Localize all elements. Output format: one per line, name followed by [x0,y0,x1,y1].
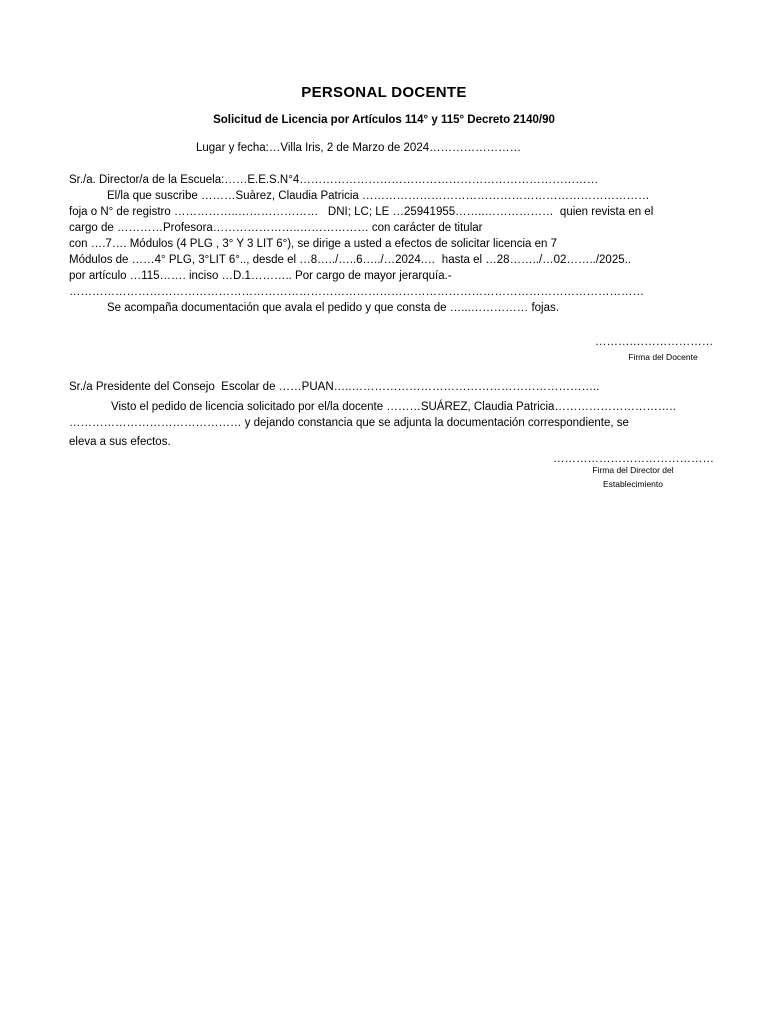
elevation-line-review: Visto el pedido de licencia solicitado por el/la docente ………SUÁREZ, Claudia Patricia………………………….. [111,401,676,413]
elevation-line-attachment: ……………………………………… y dejando constancia que se adjunta la documentación correspondiente, se [69,417,629,429]
director-signature-line: …………………………………… [553,453,714,465]
elevation-line-closing: eleva a sus efectos. [69,436,171,448]
docente-signature-label: Firma del Docente [628,352,698,362]
request-line-dates: Módulos de ……4° PLG, 3°LIT 6°.., desde el …8…../…..6…../…2024.… hasta el …28……../…02……../2025.. [69,254,632,266]
director-signature-label-1: Firma del Director del [592,465,674,475]
director-signature-label-2: Establecimiento [602,479,663,489]
request-line-blank: …………………………………………………………………………………………………………………………………… [69,286,644,298]
request-line-registry: foja o N° de registro ……………..………………… DNI; LC; LE …25941955……..……………… quien revista en el [69,206,654,218]
elevation-line-council: Sr./a Presidente del Consejo Escolar de ……PUAN…..……………………………………………………….. [69,381,600,393]
document-subtitle: Solicitud de Licencia por Artículos 114° y 115° Decreto 2140/90 [213,114,555,126]
request-line-school: Sr./a. Director/a de la Escuela:……E.E.S.N°4…………………………………………………………………… [69,174,599,186]
request-line-position: cargo de …………Profesora…………………..……………… con carácter de titular [69,222,483,234]
document-title: PERSONAL DOCENTE [301,84,467,101]
place-date-line: Lugar y fecha:…Villa Iris, 2 de Marzo de 2024…………………… [196,142,522,154]
request-line-modules: con ….7…. Módulos (4 PLG , 3° Y 3 LIT 6°), se dirige a usted a efectos de solicitar licencia en 7 [69,238,557,250]
request-line-article: por artículo …115……. inciso …D.1……….. Por cargo de mayor jerarquía.- [69,270,452,282]
request-line-attachments: Se acompaña documentación que avala el pedido y que consta de …...…………… fojas. [107,302,559,314]
docente-signature-line: ……….………………… [595,336,714,348]
request-line-signer: El/la que suscribe ………Suàrez, Claudia Patricia ………………………………………………………………… [107,190,650,202]
